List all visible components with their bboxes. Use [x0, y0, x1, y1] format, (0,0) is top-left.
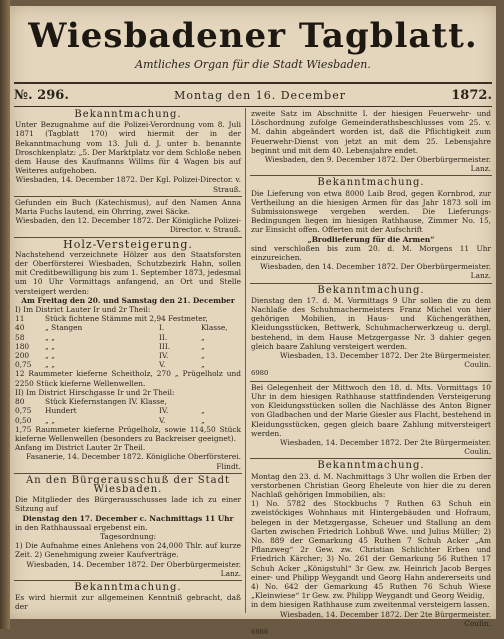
notice-text: in den Rathhaussaal ergebenst ein. [15, 522, 148, 532]
notice-heading: Bekanntmachung. [317, 177, 425, 189]
agenda-items: 1) Die Aufnahme eines Anlehens von 24,000 Thlr. auf kurze Zeit. 2) Genehmigung zweier Kaufverträge. [15, 541, 241, 560]
masthead [10, 16, 496, 71]
lot-cell: Stück fichtene Stämme mit 2,94 Festmeter, [45, 314, 208, 324]
notice-text: Dienstag den 17. d. M. Vormittags 9 Uhr sollen die zu dem Nachlaße des Schuhmachermeisters Franz Michel von hier gehörigen Mobilien, in Haus- und Küchengeräthen, Kleidungsstücken, Bettwerk, Schuhmacherwerkzeug u. dergl. bestehend, in dem Hause Metzgergasse Nr. 3 dahier gegen gleich baare Zahlung versteigert werden. [251, 295, 491, 351]
lot-cell: 200 [15, 351, 30, 361]
notice-heading: Holz-Versteigerung. [63, 237, 193, 251]
lot-cell: „ [201, 406, 205, 416]
notice-text: Nachstehend verzeichnete Hölzer aus den Staatsforsten der Oberförsterei Wiesbaden, Schutzbezirk Hahn, sollen mit Creditbewilligung bis zum 1. September 1873, jedesmal um 10 Uhr Vormittags anfangend, an Ort und Stelle versteigert werden: [15, 249, 241, 296]
lot-cell: „ [201, 332, 205, 342]
newspaper-subtitle: Amtliches Organ für die Stadt Wiesbaden. [135, 58, 371, 71]
lot-cell: 0,75 [15, 360, 32, 370]
notice-signature: Wiesbaden, 14. December 1872. Der Kgl. Polizei-Director. v. Strauß. [15, 175, 241, 194]
notice-text: Bei Gelegenheit der Mittwoch den 18. d. Mts. Vormittags 10 Uhr in dem hiesigen Rathhause stattfindenden Versteigerung von Kleidungsstücken sollen die Nachlässe des Anton Bigner von Gladbachen und der Marie Giesler aus Flacht, bestehend in Kleidungsstücken, gegen gleich baare Zahlung mitversteigert werden. [251, 382, 492, 438]
notice-text: sind verschloßen bis zum 20. d. M. Morgens 11 Uhr einzureichen. [251, 243, 491, 263]
notice-kleidungsstuecke [250, 382, 492, 460]
notice-immobilien [250, 459, 492, 639]
lot-cell: I. [159, 323, 165, 333]
meeting-date: Dienstag den 17. December c. Nachmittags 11 Uhr [22, 513, 234, 523]
lot-cell: Stück Kiefernstangen IV. Klasse, [45, 397, 167, 407]
right-column [250, 108, 492, 636]
lot-cell: 180 [15, 341, 30, 351]
lot-cell: Klasse, [201, 323, 228, 333]
lot-row [15, 416, 241, 425]
issue-date: Montag den 16. December [174, 88, 346, 102]
lot-row [15, 397, 241, 406]
newspaper-page [10, 6, 496, 636]
lot-cell: „ [201, 341, 205, 351]
notice-droschkenplatz [14, 108, 242, 197]
lot-cell [210, 314, 250, 323]
lot-cell: II. [159, 332, 168, 342]
column-divider [245, 108, 246, 613]
lot-cell: 80 [15, 397, 25, 407]
notice-signature: Wiesbaden, den 9. December 1872. Der Oberbürgermeister. Lanz. [264, 155, 491, 174]
lot-cell: V. [159, 415, 166, 425]
notice-text: Gefunden ein Buch (Katechismus), auf den Namen Anna Maria Fuchs lautend, ein Ohrring, zwei Säcke. [15, 197, 241, 217]
lot-row [15, 406, 241, 415]
lot-row [15, 323, 241, 332]
notice-text: Es wird hiermit zur allgemeinen Kenntniß gebracht, daß der [15, 593, 241, 612]
lot-cell: IV. [159, 406, 169, 416]
lot-cell: Hundert [45, 406, 77, 416]
notice-feuerwehr-cont [250, 108, 492, 176]
lot-cell: „ Stangen [45, 323, 83, 333]
notice-holz-versteigerung [14, 238, 242, 474]
notice-text: Die Lieferung von etwa 8000 Laib Brod, gegen Kornbrod, zur Vertheilung an die hiesigen Armen für das Jahr 1873 soll im Submissionswege vergeben werden. Die Lieferungs-Bedingungen liegen im hiesigen Rathhause, Zimmer No. 15, zur Einsicht offen. Offerten mit der Aufschrift [251, 188, 491, 235]
lot-row [15, 351, 241, 360]
notice-number: 6986 [251, 627, 269, 636]
district-heading: I) Im District Lauter Ir und 2r Theil: [15, 305, 151, 315]
lot-cell: 0,50 [15, 415, 32, 425]
offer-inscription: „Brodlieferung für die Armen“ [307, 234, 435, 244]
lot-cell: „ [201, 415, 205, 425]
lot-cell: 0,75 [15, 406, 32, 416]
agenda-heading: Tagesordnung: [100, 531, 156, 541]
lot-row [15, 314, 241, 323]
notice-text: in dem hiesigen Rathhause zum zweitenmal versteigern lassen. [251, 600, 490, 610]
issue-year: 1872. [451, 87, 492, 103]
notice-signature: Wiesbaden, 14. December 1872. Der Oberbürgermeister. Lanz. [26, 559, 241, 578]
notice-found-items [14, 197, 242, 238]
notice-heading: An den Bürgerausschuß der Stadt Wiesbaden. [26, 474, 230, 495]
newspaper-title: Wiesbadener Tagblatt. [28, 16, 478, 56]
notice-signature: Fasanerie, 14. December 1872. Königliche Oberförsterei. Flindt. [26, 452, 241, 471]
notice-brodlieferung [250, 176, 492, 283]
lot-cell: „ „ [45, 351, 56, 361]
lot-cell: „ [201, 360, 205, 370]
lot-cell: IV. [159, 351, 169, 361]
notice-heading: Bekanntmachung. [74, 581, 182, 593]
lot-text: 12 Raummeter kieferne Scheitholz, 270 „ Prügelholz und 2250 Stück kieferne Wellenwellen. [15, 369, 241, 388]
lot-cell: „ „ [45, 360, 56, 370]
lot-row [15, 333, 241, 342]
auction-dates: Am Freitag den 20. und Samstag den 21. December [21, 295, 235, 305]
notice-nachlass-michel [250, 284, 492, 382]
property-list: 1) No. 5782 des Stockbuchs 7 Ruthen 63 Schuh ein zweistöckiges Wohnhaus mit Hintergebäuden und Hofraum, belegen in der Metzgergasse, Scheuer und Stallung an dem Garten zwischen Friedrich Lohbuß Wwe. und Julius Müller; 2) No. 889 der Gemarkung 45 Ruthen 7 Schuh Acker „Am Pflanzweg“ 2r Gew. zw. Christian Schlichter Erben und Friedrich Kärcher; 3) No. 261 der Gemarkung 56 Ruthen 17 Schuh Acker „Königstuhl“ 3r Gew. zw. Heinrich Jacob Berges einer- und Philipp Weygandt und Georg Hahn andererseits und 4) No. 642 der Gemarkung 45 Ruthen 76 Schuh Wiese „Kleinwiese“ 1r Gew. zw. Philipp Weygandt und Georg Weidig, [251, 499, 491, 601]
lot-row [15, 360, 241, 369]
lot-row [15, 342, 241, 351]
book-spine [0, 0, 10, 629]
lot-cell: „ „ [45, 341, 56, 351]
notice-signature: Wiesbaden, 14. December 1872. Der 2te Bürgermeister. Coulin. [279, 437, 491, 457]
notice-signature: Wiesbaden, 14. December 1872. Der 2te Bürgermeister. Coulin. [279, 609, 491, 628]
dateline [14, 82, 492, 107]
lot-list [15, 397, 241, 425]
notice-number: 6980 [251, 369, 269, 378]
notice-text: Unter Bezugnahme auf die Polizei-Verordnung vom 8. Juli 1871 (Tagblatt 170) wird hiermit der in der Bekanntmachung vom 13. Juli d. J. unter b. benannte Droschkenplatz: „5. Der Marktplatz vor dem Schloße neben dem Hause des Kaufmanns Willms für 4 Wagen bis auf Weiteres aufgehoben. [15, 120, 241, 176]
notice-signature: Wiesbaden, den 12. December 1872. Der Königliche Polizei-Director. v. Strauß. [15, 216, 241, 235]
lot-cell: V. [159, 360, 166, 370]
lot-cell: „ „ [45, 415, 56, 425]
notice-heading: Bekanntmachung. [74, 109, 182, 120]
notice-heading: Bekanntmachung. [317, 460, 425, 472]
lot-cell [211, 397, 251, 406]
lot-text: 1,75 Raummeter kieferne Prügelholz, sowie 114,50 Stück kieferne Wellenwellen (besonders zu Backreiser geeignet). [15, 424, 241, 443]
notice-text: Die Mitglieder des Bürgerausschusses lade ich zu einer Sitzung auf [15, 495, 241, 514]
notice-heading: Bekanntmachung. [317, 284, 425, 296]
notice-text: zweite Satz im Abschnitte I. der hiesigen Feuerwehr- und Löschordnung zufolge Gemeinderathsbeschlusses vom 25. v. M. dahin abgeändert worden ist, daß die Pflichtigkeit zum Feuerwehr-Dienst von jetzt an mit dem 25. Lebensjahre beginnt und mit dem 40. Lebensjahre endet. [251, 109, 491, 155]
lot-list [15, 314, 241, 369]
notice-buergerausschuss [14, 474, 242, 581]
notice-signature: Wiesbaden, den 14. December 1872. Der Oberbürgermeister. Lanz. [260, 262, 491, 281]
lot-cell: „ [201, 351, 205, 361]
lot-cell: 58 [15, 332, 25, 342]
lot-cell: „ „ [45, 332, 56, 342]
notice-text: Montag den 23. d. M. Nachmittags 3 Uhr wollen die Erben der verstorbenen Christian Georg Eheleute von hier die zu deren Nachlaß gehörigen Immobilien, als: [251, 471, 491, 499]
notice-signature: Wiesbaden, 13. December 1872. Der 2te Bürgermeister. Coulin. [279, 351, 491, 370]
left-column [14, 108, 242, 615]
lot-cell [169, 397, 209, 406]
lot-cell: 11 [15, 314, 25, 324]
lot-cell: III. [159, 341, 171, 351]
lot-cell: 40 [15, 323, 25, 333]
start-location: Anfang im District Lauter 2r Theil. [15, 443, 146, 453]
district-heading: II) Im District Hirschgasse Ir und 2r Theil: [15, 387, 175, 397]
notice-feuerwehr-start [14, 581, 242, 614]
issue-number: №. 296. [14, 87, 69, 103]
